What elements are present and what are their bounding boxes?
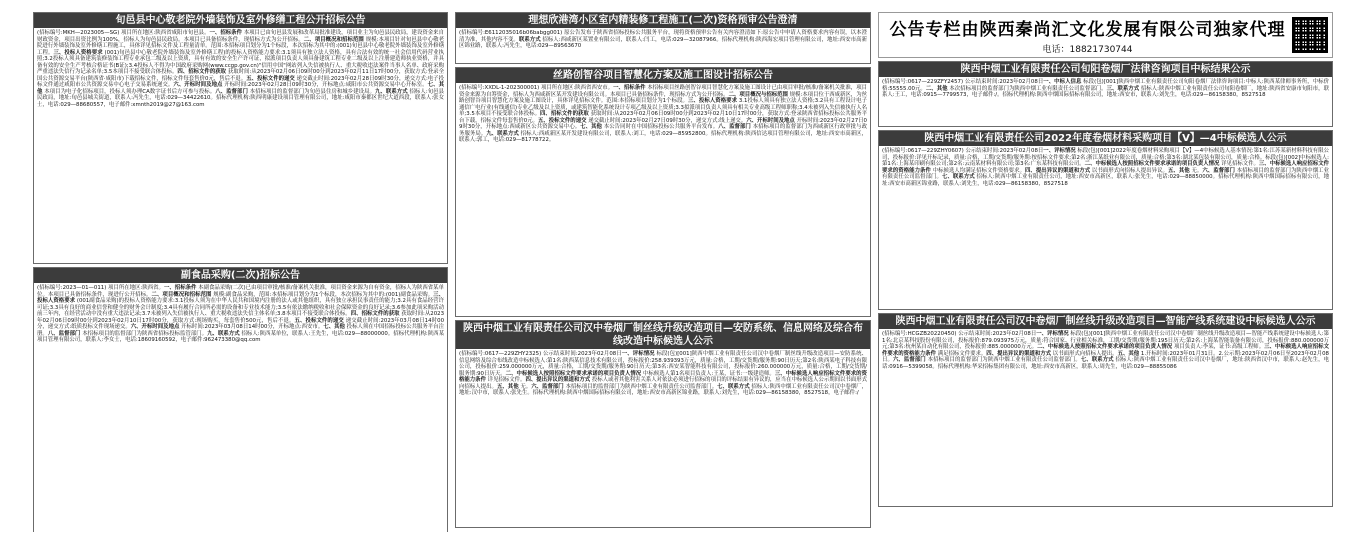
notice-body (879, 146, 1332, 307)
section-heading: 六、监督部门 (892, 357, 926, 363)
section-heading: 二、项目概况和招标范围 (303, 36, 364, 43)
section-text: 本项目已由旬邑县发展和改革局批准建设，项目业主为旬邑县民政局，建设资金来自财政资金，项目出资比例为100%，招标人为旬邑县民政局。本项目已具备招标条件，现招标方式为公开招标。 (37, 30, 444, 43)
section-text: 本次招标项目的监督部门为陕西中烟工业有限责任公司监督部门。 (947, 85, 1107, 92)
section-text: 本公告同时在中国招标投标公共服务平台发布。 (602, 124, 719, 130)
section-heading: 联系方式 (518, 36, 541, 43)
section-heading: 八、监督部门 (718, 124, 751, 130)
section-text: 招标人:陕西中烟工业有限责任公司汉中卷烟厂，地址:陕西省汉中市，联系人:赵先生，电话:0916—5399058。招标代理机构:华采招标集团有限公司，地址:西安市高新区，联系人:周先生，电话:029—88855086 (882, 357, 1329, 370)
section-text: 本招标项目的监督部门为陕西中烟工业有限责任公司监督部门。 (563, 383, 718, 390)
section-heading: 一、评标情况 (621, 351, 655, 357)
section-heading: 三、中标候选人响应招标文件要求的资格能力条件 (882, 344, 1329, 357)
section-heading: 八、监督部门 (47, 330, 81, 337)
section-text: 递交截止时间:2023年02月28日09时30分，递交方式:电子投标文件通过咸阳市公共资源交易中心电子交易系统递交。 (37, 75, 444, 88)
notice-article (33, 12, 448, 264)
section-text: 获取时间:从2023年02月06日09时00分到2023年02月10日17时00分，获取方式:现场购买，每套售价500元，售后不退。 (37, 311, 444, 324)
section-heading: 一、评标情况 (1036, 331, 1069, 337)
section-heading: 五、投标文件的递交 (246, 75, 295, 82)
section-text: 无。 (1189, 167, 1203, 174)
section-text: 开标时间:2023年02月27日09时30分，开标地点:西咸新区公共资源交易中心。 (459, 117, 867, 130)
section-heading: 九、联系方式 (207, 330, 240, 337)
section-text: 满足招标文件要求。 (935, 350, 987, 357)
section-heading: 四、提出异议的渠道和方式 (525, 377, 591, 383)
notice-body (34, 28, 447, 261)
notice-article (878, 130, 1333, 310)
section-text: 招标人:陕西某单位，联系人:王先生，电话:029—88000000。招标代理机构:陕西某项目管理有限公司，联系人:李女士，电话:18609160592，电子邮件:962473380@qq.com (37, 330, 444, 343)
section-heading: 二、中标候选人按照招标文件要求承诺的项目负责人情况 (505, 370, 642, 377)
section-text: 规模:本项目位于西咸新区，为丝路创智谷项目智慧化方案及施工图设计，具体详见招标文件。范围:本招标项目划分为1个标段。 (459, 91, 867, 104)
notice-title: 丝路创智谷项目智慧化方案及施工图设计招标公告 (456, 68, 870, 83)
qr-code-icon (1292, 17, 1328, 53)
section-text: 无。 (518, 383, 532, 390)
notice-title: 陕西中烟工业有限责任公司汉中卷烟厂制丝线升级改造项目—智能产线系统建设中标候选人公示 (879, 314, 1332, 329)
notice-body (456, 83, 870, 314)
advertising-banner (878, 12, 1333, 58)
section-heading: 一、中标人信息 (1043, 79, 1082, 85)
section-heading: 二、中标候选人按照招标文件要求承诺的项目负责人情况 (1084, 161, 1220, 167)
notice-article (455, 320, 871, 528)
section-heading: 六、开标时间及地点 (173, 82, 223, 88)
section-heading: 一、招标条件 (163, 285, 197, 291)
section-heading: 四、提出异议的渠道和方式 (986, 350, 1052, 357)
section-text: (001副食品采购)的投标人资格能力要求:3.1投标人须为在中华人民共和国境内注册的法人或其他组织，具有独立承担民事责任的能力;3.2具有食品经营许可证;3.3具有良好的商业信誉和健全的财务会计制度;3.4具有履行合同所必需的设备和专业技术能力;3.5有依法缴纳税收和社会保障资金的良好记录;3.6参加此项采购活动前三年内，在经营活动中没有重大违法记录;3.7未被列入失信被执行人、重大税收违法失信主体名单;3.8本项目不接受联合体投标。 (37, 298, 444, 317)
section-text: 3.1投标人须具有独立法人资格;3.2具有工程设计电子通信广电行业(有线通信)专业乙级及以上资质，或建筑智能化系统设计专项乙级及以上资质;3.3拟派项目负责人须具有相关专业高级工程师职称;3.4未被列入失信被执行人名单;3.5本项目不接受联合体投标。 (459, 98, 867, 117)
section-heading: 五、其他 (1167, 167, 1190, 174)
notice-title: 副食品采购(二次)招标公告 (34, 268, 447, 283)
section-text: (招标编号:0617—229ZHY0607) 公示结束时间:2023年02月08日 (882, 148, 1044, 154)
section-heading: 四、提出异议的渠道和方式 (1024, 167, 1091, 174)
column-middle (455, 12, 871, 532)
section-text: 项目负责人:李某，证书:高级工程师。 (1172, 344, 1265, 350)
notice-body (879, 329, 1332, 504)
section-text: 详见招标文件。 (485, 377, 526, 383)
section-text: 开标时间:2023年03月08日14时00分，开标地点:西安市。 (179, 324, 324, 330)
section-text: 获取时间:从2023年02月06日09时00分到2023年02月10日17时00分，获取方式:登录陕西省招标投标公共服务平台下载，招标文件每套售价0元。 (459, 111, 867, 124)
section-heading: 七、联系方式 (942, 174, 975, 180)
section-text: 招标人:陕西中烟工业有限责任公司汉中卷烟厂，地址:汉中市，联系人:张先生。招标代理机构:陕西中烟国际招标有限公司，地址:西安市高新区锦业路，联系人:刘先生，电话:029—86158380，8527518，电子邮件:/ (459, 383, 867, 396)
column-left (33, 12, 448, 532)
section-heading: 四、招标文件的获取 (177, 69, 227, 75)
section-heading: 三、投标人资格要求 (37, 291, 444, 304)
banner-title: 公告专栏由陕西秦尚汇文化发展有限公司独家代理 (889, 20, 1286, 40)
section-text: (招标编号:E6112035016b06babgg001) 原公告发布于陕西省招标投标公共服务平台，现将资格预审公告有关内容澄清如下:原公告中申请人资格要求内容有误，以本澄清为准，其他内容不变。 (459, 30, 867, 43)
section-heading: 四、招标文件的获取 (540, 111, 589, 117)
section-heading: 六、监督部门 (531, 383, 564, 390)
section-text: (001)旬邑县中心敬老院外墙装饰及室外修缮工程)的投标人资格能力要求:3.1须具有独立法人资格，具有合法有效的统一社会信用代码营业执照;3.2投标人须具备建筑装修装饰工程专业承包二级及以上资质，具有有效的安全生产许可证，拟派项目负责人须具备建筑工程专业二级及以上注册建造师执业资格，并具备有效的安全生产考核合格证书(B证);3.4投标人不得为中国政府采购网(www.ccgp.gov.cn)"信用中国"网站列入失信被执行人、重大税收违法案件当事人名单、政府采购严重违法失信行为记录名单;3.5本项目不接受联合体投标。 (37, 49, 444, 75)
section-text: 本招标项目的监督部门为陕西中烟工业有限责任公司监督部门。 (925, 357, 1081, 363)
section-text: 标段(包)[001]2022年度卷烟材料采购项目【Ⅴ】—4中标候选人基本情况:第1名:江苏某新材料科技有限公司，投标报价:详见开标记录，质量:合格，工期/交货期/服务期:按招标文件要求;第2名:浙江某纸业有限公司，质量:合格;第3名:湖北某包装有限公司，质量:合格。标段(包)[002]中标候选人:第1名:上海某印刷有限公司;第2名:云南某材料有限公司;第3名:广东某科技有限公司。 (882, 148, 1329, 167)
notice-title: 理想欣港湾小区室内精装修工程施工(二次)资格预审公告澄清 (456, 13, 870, 28)
section-heading: 七、其他 (37, 82, 444, 95)
section-text: 招标人:陕西中烟工业有限责任公司，地址:西安市高新区，联系人:张先生，电话:029—88850000。招标代理机构:陕西中烟国际招标有限公司，地址:西安市高新区锦业路，联系人:刘先生，电话:029—86158380，8527518 (882, 174, 1329, 187)
section-text: 规模:副食品采购，范围:本招标项目划分为1个标段，本次招标为其中的:(001)副食品采购。 (211, 291, 434, 298)
column-right (878, 12, 1333, 532)
section-heading: 四、招标文件的获取 (350, 311, 400, 317)
section-text: (招标编号:2023—01—011) 项目所在地区:陕西省。 (37, 285, 164, 291)
section-heading: 七、联系方式 (717, 383, 750, 390)
notice-body (456, 28, 870, 61)
section-text: (招标编号:XXDL-1-202300001) 项目所在地区:陕西省西安市。 (459, 85, 614, 91)
notice-title: 旬邑县中心敬老院外墙装饰及室外修缮工程公开招标公告 (34, 13, 447, 28)
section-text: 招标人:西咸新区某开发建设有限公司，联系人:刘工，电话:029—85952800。招标代理机构:陕西信达项目管理有限公司，地址:西安市高新区，联系人:郭工，电话:029—81778722。 (459, 130, 867, 143)
section-heading: 五、投标文件的递交 (294, 317, 344, 324)
section-text: 规模:本项目针对旬邑县中心敬老院进行外墙装饰及室外修缮工程施工，具体详见招标文件及工程量清单。范围:本招标项目划分为1个标段，本次招标为其中的:(001)旬邑县中心敬老院外墙装饰及室外修缮工程。 (37, 36, 444, 56)
section-heading: 九、联系方式 (486, 130, 519, 137)
section-text: 本项目为电子化招标项目，投标人须办理CA数字证书后方可参与投标。 (42, 88, 216, 95)
section-heading: 五、投标文件的递交 (537, 117, 587, 124)
notice-article (455, 67, 871, 317)
section-text: 本招标项目的监督部门为西咸新区行政审批与政务服务局。 (459, 124, 867, 137)
section-heading: 五、其他 (1117, 350, 1140, 357)
section-heading: 三、中标候选人响应招标文件要求的资格能力条件 (882, 161, 1329, 174)
section-heading: 二、其他 (925, 85, 948, 92)
section-text: 以书面形式向招标人提出。 (1051, 350, 1118, 357)
section-heading: 七、其他 (580, 124, 603, 130)
section-text: (招标编号:0617—229ZHY2325) 公示结束时间:2023年02月08日 (459, 351, 622, 357)
notice-title: 陕西中烟工业有限责任公司2022年度卷烟材料采购项目【Ⅴ】—4中标候选人公示 (879, 131, 1332, 146)
section-text: 本招标项目的监督部门为旬邑县住房和城乡建设局。 (247, 88, 375, 95)
section-text: 投标人须在中国招标投标公共服务平台注册。 (37, 324, 444, 337)
section-heading: 七、联系方式 (1080, 357, 1114, 363)
notice-body (456, 349, 870, 525)
section-heading: 六、开标时间及地点 (130, 324, 180, 330)
section-text: 详见招标文件。 (1219, 161, 1259, 167)
section-text: 标段(包)[001]陕西中烟工业有限责任公司汉中卷烟厂制丝线升级改造项目—智能产线系统建设中标候选人:第1名:北京某科技股份有限公司，投标报价:879.093975万元，质量:符合国家、行业相关标准，工期/交货期/服务期:195日历天;第2名:上海某智能装备有限公司，投标报价:880.000000万元;第3名:杭州某自动化有限公司，投标报价:885.000000万元。 (882, 331, 1329, 350)
section-text: 递交截止时间:2023年02月27日09时30分，递交方式:线上递交。 (586, 117, 747, 124)
banner-phone: 电话：18821730744 (1042, 45, 1133, 55)
section-heading: 一、评标情况 (1043, 148, 1076, 154)
notice-body (34, 283, 447, 532)
section-heading: 三、投标人资格要求 (688, 98, 738, 104)
notice-article (878, 313, 1333, 507)
notice-article (33, 267, 448, 532)
section-text: 中标候选人均满足招标文件资格要求。 (930, 167, 1025, 174)
section-text: 招标人:旬邑县民政局，地址:旬邑县城关街道，联系人:冯先生，电话:029—34422610。招标代理机构:陕西明康建设项目管理有限公司，地址:咸阳市秦都区世纪大道西段，联系人:张女士，电话:029—88680557，电子邮件:xmnth2019@27@163.com (37, 88, 444, 108)
section-heading: 二、项目概况与招标范围 (728, 91, 788, 98)
section-heading: 二、项目概况和招标范围 (151, 291, 212, 298)
section-text: 标段(包)[001]陕西中烟工业有限责任公司汉中卷烟厂制丝线升级改造项目—安防系统、信息网络及综合布线改造中标候选人:第1名:陕西某信息技术有限公司，投标报价:258.939393万元，质量:合格，工期/交货期/服务期:90日历天;第2名:陕西某电子科技有限公司，投标报价:259.000000万元，质量:合格，工期/交货期/服务期:90日历天;第3名:西安某智能科技有限公司，投标报价:260.000000万元，质量:合格，工期/交货期/服务期:90日历天。 (459, 351, 867, 377)
section-heading: 六、监督部门 (1202, 167, 1235, 174)
section-heading: 八、监督部门 (215, 88, 248, 95)
notice-title: 陕西中烟工业有限责任公司旬阳卷烟厂法律咨询项目中标结果公示 (879, 62, 1332, 77)
section-text: 以书面形式向招标人提出异议。 (1090, 167, 1168, 174)
section-heading: 三、投标人资格要求 (53, 49, 103, 56)
notice-article (878, 61, 1333, 127)
section-heading: 九、联系方式 (375, 88, 408, 95)
notice-body (879, 77, 1332, 124)
section-heading: 五、其他 (496, 383, 519, 390)
section-heading: 一、招标条件 (209, 30, 242, 36)
section-text: (招标编号:0617—229ZFY2457) 公示结束时间:2023年02月08日 (882, 79, 1044, 85)
section-text: 开标时间:2023年02月28日09时30分，开标地点:咸阳市公共资源交易中心开标室。 (222, 82, 428, 88)
section-text: 1.开标时间:2023年01月31日。2.公示期:2023年02月06日至2023年02月08日。 (882, 350, 1329, 363)
section-text: (招标编号:HCGZB20220450) 公示结束时间:2023年02月08日 (882, 331, 1037, 337)
section-heading: 三、联系方式 (1106, 85, 1140, 92)
section-text: 中标候选人第1名项目负责人:王某，证书:一级建造师。 (641, 370, 775, 377)
section-text: 投标人或者其他利害关系人对依法必须进行招标的项目的评标结果有异议的，应当在中标候选人公示期间以书面形式向招标人提出。 (459, 377, 867, 390)
notice-article (455, 12, 871, 64)
section-text: 获取时间:从2023年02月06日09时00分到2023年02月11日17时00分，获取方式:登录全国公共资源交易平台(陕西省·咸阳市)下载招标文件，招标文件每套售价0元，售后不退。 (37, 69, 444, 82)
section-heading: 六、开标时间及地点 (746, 117, 795, 124)
section-heading: 二、中标候选人按照招标文件要求承诺的项目负责人情况 (1037, 344, 1173, 350)
section-text: 本副食品采购(二次)已由项目审批/核准/备案机关批准，项目资金来源为自有资金，招标人为陕西省某单位。本项目已具备招标条件，现进行公开招标。 (37, 285, 444, 298)
section-heading: 三、中标候选人响应招标文件要求的资格能力条件 (459, 370, 867, 383)
section-text: 招标人:西咸新区某置业有限公司，联系人:闫工，电话:029—32087966。招标代理机构:陕西海宏项目管理有限公司，地址:西安市高新区锦业路，联系人:冯先生，电话:029—89563670 (459, 36, 867, 49)
section-text: 招标人:陕西中烟工业有限责任公司旬阳卷烟厂，地址:陕西省安康市旬阳市，联系人:王工，电话:0915—7799573，电子邮件:/。招标代理机构:陕西中烟国际招标有限公司，地址:西安市，联系人:刘先生，电话:029—86158380，8527518 (882, 85, 1329, 98)
section-text: 递交截止时间:2023年03月08日14时00分，递交方式:纸质投标文件现场递交。 (37, 317, 444, 330)
notice-title: 陕西中烟工业有限责任公司汉中卷烟厂制丝线升级改造项目—安防系统、信息网络及综合布线改造中标候选人公示 (456, 321, 870, 349)
section-text: 标段(包)[001]陕西中烟工业有限责任公司旬阳卷烟厂法律咨询项目:中标人:陕西某律师事务所，中标价格:55555.00元。 (882, 79, 1329, 92)
section-heading: 一、招标条件 (613, 85, 646, 91)
section-text: 本招标项目丝路创智谷项目智慧化方案及施工图设计已由项目审批/核准/备案机关批准，项目资金来源为自筹资金，招标人为西咸新区某开发建设有限公司。本项目已具备招标条件，现招标方式为公开招标。 (459, 85, 867, 98)
section-text: 本招标项目的监督部门为陕西中烟工业有限责任公司监督部门。 (882, 167, 1329, 180)
section-text: (招标编号:MKH—2023005—SG) 项目所在地区:陕西省咸阳市旬邑县。 (37, 30, 210, 36)
section-heading: 七、其他 (323, 324, 345, 330)
section-text: 本招标项目的监督部门为陕西省招标投标监管部门。 (80, 330, 208, 337)
